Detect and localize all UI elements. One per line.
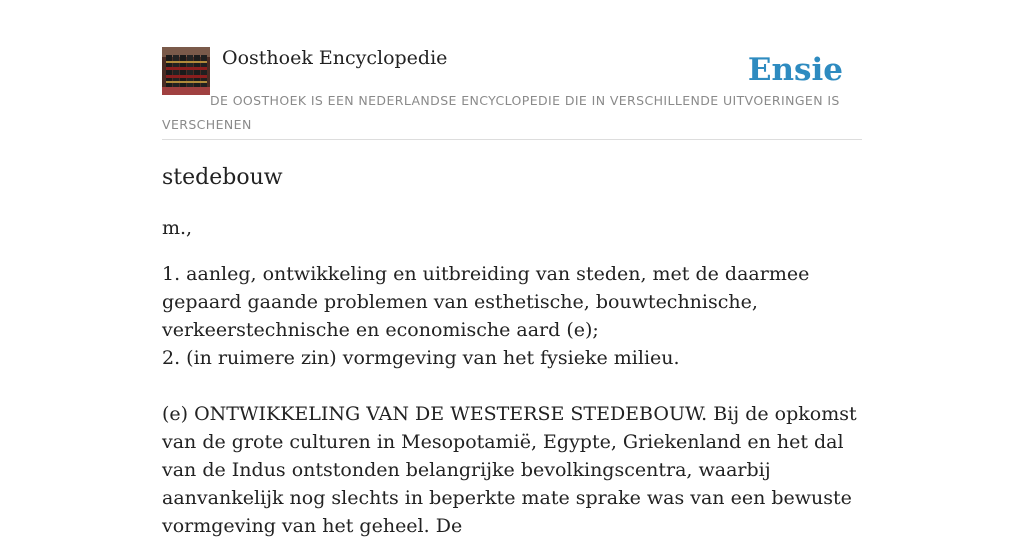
- brand-logo[interactable]: Ensie: [747, 52, 843, 88]
- definition-2: 2. (in ruimere zin) vormgeving van het fysieke milieu.: [162, 347, 680, 369]
- books-icon[interactable]: [162, 47, 210, 95]
- article: [162, 162, 862, 540]
- definitions: [162, 260, 862, 372]
- site-header: [162, 46, 862, 140]
- definition-1: 1. aanleg, ontwikkeling en uitbreiding van steden, met de daarmee gepaard gaande problemen van esthetische, bouwtechnische, verkeerstechnische en economische aard (e);: [162, 263, 810, 341]
- grammar-label: m.,: [162, 217, 193, 239]
- site-tagline: DE OOSTHOEK IS EEN NEDERLANDSE ENCYCLOPEDIE DIE IN VERSCHILLENDE UITVOERINGEN IS VERSCHENEN: [162, 93, 840, 132]
- entry-title: stedebouw: [162, 165, 283, 190]
- site-title[interactable]: Oosthoek Encyclopedie: [222, 47, 448, 69]
- article-body: (e) ONTWIKKELING VAN DE WESTERSE STEDEBOUW. Bij de opkomst van de grote culturen in Mesopotamië, Egypte, Griekenland en het dal van de Indus ontstonden belangrijke bevolkingscentra, waarbij aanvankelijk nog slechts in beperkte mate sprake was van een bewuste vormgeving van het geheel. De: [162, 403, 857, 537]
